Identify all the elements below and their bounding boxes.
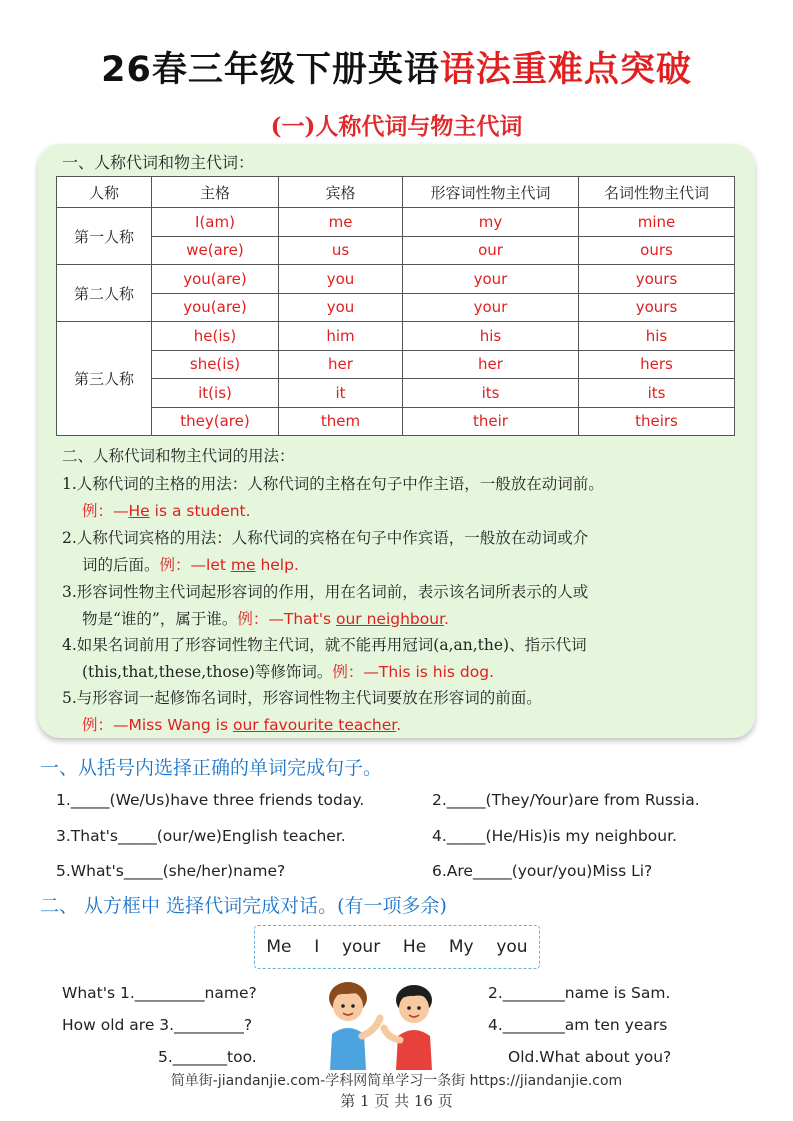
person-cell: 第二人称: [57, 265, 152, 322]
exercise1-heading: 一、从括号内选择正确的单词完成句子。: [40, 757, 383, 779]
word-bank-box: [254, 925, 540, 969]
table-cell: their: [403, 407, 579, 436]
rule-5-example: 例：—Miss Wang is our favourite teacher.: [82, 716, 402, 734]
table-cell: him: [279, 322, 403, 351]
word-bank-item: I: [314, 937, 320, 957]
table-cell: my: [403, 208, 579, 237]
table-cell: theirs: [579, 407, 735, 436]
table-row: [57, 265, 735, 294]
title-part-2: 语法重难点突破: [439, 50, 692, 90]
section2-heading: 二、人称代词和物主代词的用法：: [62, 447, 295, 465]
dialogue-line-5: 5._______too.: [158, 1048, 257, 1066]
table-cell: she(is): [152, 350, 279, 379]
table-cell: ours: [579, 236, 735, 265]
table-cell: our: [403, 236, 579, 265]
footer-site-text: 简单街-jiandanjie.com-学科网简单学习一条街 https://jiandanjie.com: [170, 1073, 623, 1089]
rule-1-example: 例：—He is a student.: [82, 502, 251, 520]
table-cell: I(am): [152, 208, 279, 237]
page-title: [0, 42, 793, 92]
table-row: [57, 236, 735, 265]
dialogue-line-6: Old.What about you?: [508, 1048, 672, 1066]
table-header-row: [57, 177, 735, 208]
question-6: 6.Are_____(your/you)Miss Li?: [432, 862, 653, 880]
table-cell: mine: [579, 208, 735, 237]
table-row: [57, 322, 735, 351]
header-subject: 主格: [152, 177, 279, 208]
rule-2-line-1: 2.人称代词宾格的用法：人称代词的宾格在句子中作宾语，一般放在动词或介: [62, 529, 589, 547]
two-boys-illustration: [318, 978, 444, 1070]
table-cell: yours: [579, 293, 735, 322]
exercise2-heading: 二、 从方框中 选择代词完成对话。(有一项多余): [40, 895, 447, 917]
question-5: 5.What's_____(she/her)name?: [56, 862, 286, 880]
word-bank-item: Me: [266, 937, 292, 957]
table-cell: her: [279, 350, 403, 379]
table-cell: his: [403, 322, 579, 351]
table-cell: you: [279, 293, 403, 322]
question-3: 3.That's_____(our/we)English teacher.: [56, 827, 346, 845]
section1-heading: 一、人称代词和物主代词：: [62, 153, 255, 172]
rule-5: 5.与形容词一起修饰名词时，形容词性物主代词要放在形容词的前面。: [62, 689, 542, 707]
header-noun-possessive: 名词性物主代词: [579, 177, 735, 208]
pronoun-table: [56, 176, 735, 436]
table-row: [57, 350, 735, 379]
question-1: 1._____(We/Us)have three friends today.: [56, 791, 365, 809]
header-object: 宾格: [279, 177, 403, 208]
dialogue-line-2: 2.________name is Sam.: [488, 984, 671, 1002]
table-cell: we(are): [152, 236, 279, 265]
table-cell: us: [279, 236, 403, 265]
question-4: 4._____(He/His)is my neighbour.: [432, 827, 677, 845]
header-person: 人称: [57, 177, 152, 208]
word-bank-item: you: [496, 937, 528, 957]
table-cell: hers: [579, 350, 735, 379]
rule-3-line-2: 物是“谁的”，属于谁。例：—That's our neighbour.: [82, 610, 449, 628]
title-part-1: 26春三年级下册英语: [101, 50, 440, 90]
table-cell: his: [579, 322, 735, 351]
dialogue-line-1: What's 1._________name?: [62, 984, 257, 1002]
table-cell: it(is): [152, 379, 279, 408]
dialogue-line-4: 4.________am ten years: [488, 1016, 668, 1034]
header-adjective-possessive: 形容词性物主代词: [403, 177, 579, 208]
page-number: 第 1 页 共 16 页: [340, 1092, 453, 1110]
rule-4-line-1: 4.如果名词前用了形容词性物主代词，就不能再用冠词(a,an,the)、指示代词: [62, 636, 587, 654]
table-row: [57, 407, 735, 436]
rule-3-line-1: 3.形容词性物主代词起形容词的作用，用在名词前，表示该名词所表示的人或: [62, 583, 589, 601]
table-cell: you(are): [152, 265, 279, 294]
table-cell: them: [279, 407, 403, 436]
table-row: [57, 293, 735, 322]
rule-2-line-2: 词的后面。例：—let me help.: [82, 556, 299, 574]
table-cell: its: [403, 379, 579, 408]
table-cell: you(are): [152, 293, 279, 322]
word-bank-item: My: [448, 937, 474, 957]
table-row: [57, 379, 735, 408]
table-cell: you: [279, 265, 403, 294]
table-cell: its: [579, 379, 735, 408]
table-cell: me: [279, 208, 403, 237]
table-row: [57, 208, 735, 237]
person-cell: 第三人称: [57, 322, 152, 436]
subtitle: (一)人称代词与物主代词: [270, 113, 523, 140]
table-cell: your: [403, 293, 579, 322]
dialogue-line-3: How old are 3._________?: [62, 1016, 253, 1034]
table-cell: her: [403, 350, 579, 379]
table-cell: he(is): [152, 322, 279, 351]
table-cell: they(are): [152, 407, 279, 436]
question-2: 2._____(They/Your)are from Russia.: [432, 791, 700, 809]
table-cell: your: [403, 265, 579, 294]
table-cell: yours: [579, 265, 735, 294]
table-cell: it: [279, 379, 403, 408]
word-bank-item: He: [402, 937, 427, 957]
word-bank-item: your: [341, 937, 381, 957]
rule-4-line-2: (this,that,these,those)等修饰词。例：—This is his dog.: [82, 663, 495, 681]
person-cell: 第一人称: [57, 208, 152, 265]
rule-1: 1.人称代词的主格的用法：人称代词的主格在句子中作主语，一般放在动词前。: [62, 475, 604, 493]
